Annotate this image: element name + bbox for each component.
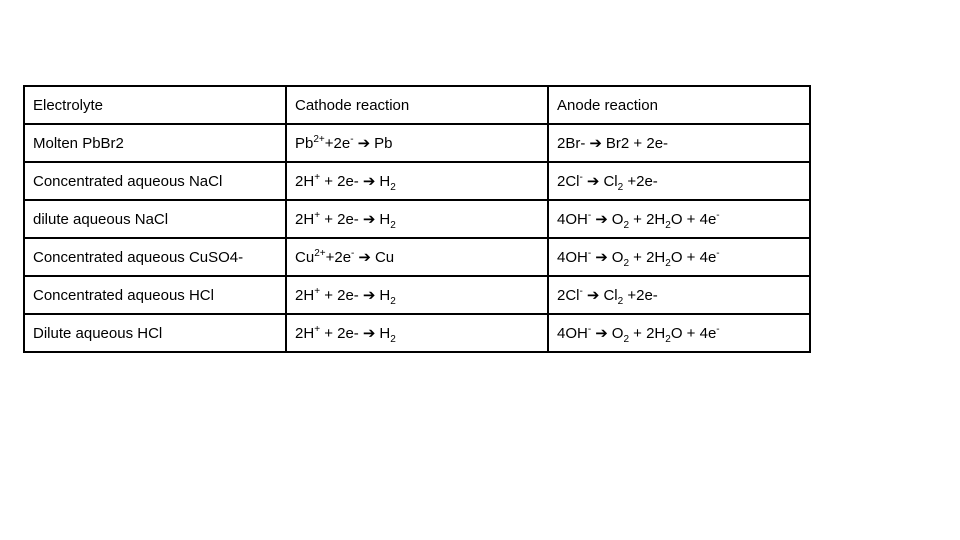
subscript: 2: [623, 220, 629, 231]
anode-reaction-cell: [548, 238, 810, 276]
reaction-arrow-icon: ➔: [595, 211, 608, 228]
superscript: -: [587, 324, 592, 335]
table-row: [24, 314, 810, 352]
formula-text: +2e-: [623, 173, 658, 190]
subscript: 2: [617, 182, 624, 193]
reaction-arrow-icon: ➔: [595, 249, 608, 266]
formula-text: 4OH: [557, 249, 588, 266]
table-body: [24, 86, 810, 352]
electrolyte-cell: Molten PbBr2: [24, 124, 286, 162]
anode-reaction-cell: [548, 200, 810, 238]
reaction-arrow-icon: ➔: [589, 135, 602, 152]
superscript: -: [579, 172, 583, 183]
cathode-reaction-cell: [286, 124, 548, 162]
formula-text: Pb: [374, 135, 393, 152]
superscript: 2+: [313, 134, 325, 145]
anode-reaction-cell: [548, 314, 810, 352]
electrolysis-table: [23, 85, 811, 353]
header-row: [24, 86, 810, 124]
formula-text: H: [379, 173, 391, 190]
formula-text: O + 4e: [670, 325, 717, 342]
formula-text: O + 4e: [670, 211, 717, 228]
formula-text: H: [379, 211, 391, 228]
formula-text: Pb: [295, 135, 314, 152]
anode-reaction-cell: [548, 124, 810, 162]
formula-text: Br2 + 2e-: [605, 135, 669, 152]
reaction-arrow-icon: ➔: [362, 173, 376, 190]
reaction-arrow-icon: ➔: [358, 249, 371, 266]
superscript: -: [716, 210, 720, 221]
subscript: 2: [390, 182, 396, 193]
header-anode-reaction: Anode reaction: [548, 86, 810, 124]
electrolyte-cell: dilute aqueous NaCl: [24, 200, 286, 238]
formula-text: +2e: [324, 135, 351, 152]
superscript: -: [716, 324, 720, 335]
formula-text: O: [611, 325, 624, 342]
electrolyte-cell: Dilute aqueous HCl: [24, 314, 286, 352]
superscript: -: [350, 134, 354, 145]
subscript: 2: [390, 296, 396, 307]
formula-text: 2H: [295, 325, 315, 342]
superscript: -: [351, 248, 355, 259]
header-electrolyte: Electrolyte: [24, 86, 286, 124]
anode-reaction-cell: [548, 162, 810, 200]
subscript: 2: [390, 220, 396, 231]
formula-text: H: [379, 287, 391, 304]
subscript: 2: [623, 334, 629, 345]
cathode-reaction-cell: [286, 200, 548, 238]
formula-text: 4OH: [557, 211, 588, 228]
table-row: [24, 238, 810, 276]
electrolyte-cell: Concentrated aqueous HCl: [24, 276, 286, 314]
formula-text: O + 4e: [670, 249, 717, 266]
superscript: -: [579, 286, 583, 297]
cathode-reaction-cell: [286, 162, 548, 200]
formula-text: +2e-: [623, 287, 658, 304]
formula-text: + 2e-: [320, 173, 359, 190]
formula-text: 2Cl: [557, 173, 580, 190]
formula-text: + 2e-: [320, 287, 359, 304]
cathode-reaction-cell: [286, 314, 548, 352]
formula-text: +2e: [325, 249, 352, 266]
reaction-arrow-icon: ➔: [586, 287, 600, 304]
subscript: 2: [665, 258, 671, 269]
reaction-arrow-icon: ➔: [362, 325, 376, 342]
table-row: [24, 276, 810, 314]
formula-text: Cl: [603, 173, 618, 190]
cathode-reaction-cell: [286, 276, 548, 314]
superscript: +: [314, 324, 321, 335]
table-row: [24, 124, 810, 162]
subscript: 2: [390, 334, 396, 345]
superscript: -: [716, 248, 720, 259]
formula-text: H: [379, 325, 391, 342]
reaction-arrow-icon: ➔: [357, 135, 371, 152]
reaction-arrow-icon: ➔: [362, 287, 376, 304]
reaction-arrow-icon: ➔: [595, 325, 608, 342]
formula-text: Cu: [374, 249, 395, 266]
formula-text: + 2e-: [320, 325, 359, 342]
formula-text: O: [611, 249, 624, 266]
formula-text: O: [611, 211, 624, 228]
subscript: 2: [617, 296, 624, 307]
formula-text: 2H: [295, 287, 315, 304]
superscript: +: [314, 210, 321, 221]
subscript: 2: [623, 258, 629, 269]
anode-reaction-cell: [548, 276, 810, 314]
superscript: +: [314, 286, 321, 297]
superscript: -: [587, 210, 592, 221]
subscript: 2: [665, 220, 671, 231]
formula-text: Cu: [295, 249, 315, 266]
formula-text: 2H: [295, 211, 315, 228]
header-cathode-reaction: Cathode reaction: [286, 86, 548, 124]
formula-text: 2Cl: [557, 287, 580, 304]
reaction-arrow-icon: ➔: [586, 173, 600, 190]
superscript: -: [587, 248, 592, 259]
superscript: +: [314, 172, 321, 183]
formula-text: + 2H: [629, 325, 666, 342]
formula-text: Cl: [603, 287, 618, 304]
formula-text: + 2H: [629, 211, 666, 228]
formula-text: 4OH: [557, 325, 588, 342]
electrolyte-cell: Concentrated aqueous NaCl: [24, 162, 286, 200]
reaction-arrow-icon: ➔: [362, 211, 376, 228]
formula-text: + 2H: [629, 249, 666, 266]
electrolyte-cell: Concentrated aqueous CuSO4-: [24, 238, 286, 276]
table-row: [24, 162, 810, 200]
cathode-reaction-cell: [286, 238, 548, 276]
formula-text: 2H: [295, 173, 315, 190]
formula-text: 2Br-: [557, 135, 586, 152]
table-row: [24, 200, 810, 238]
formula-text: + 2e-: [320, 211, 359, 228]
subscript: 2: [665, 334, 671, 345]
superscript: 2+: [314, 248, 326, 259]
